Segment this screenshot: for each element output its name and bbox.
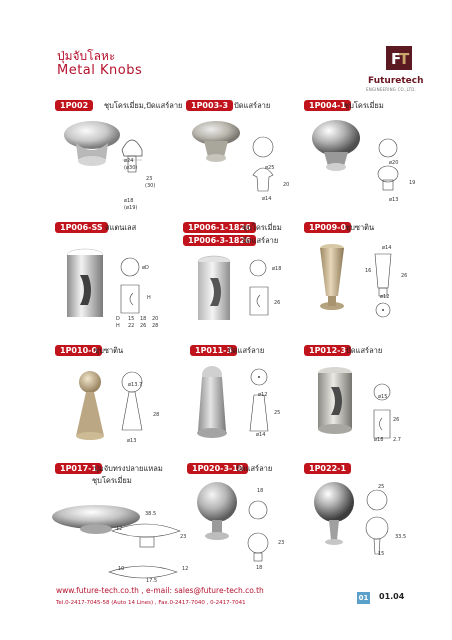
product-caption2-1p017-1: ชุบโครเมี่ยม: [92, 476, 132, 485]
product-caption-1p020-3-18: ปัดแสร์ลาย: [236, 464, 273, 473]
product-caption-1p002: ชุบโครเมี่ยม,ปัดแสร์ลาย: [104, 101, 183, 110]
product-caption-1p006-ss: สแตนเลส: [105, 223, 137, 232]
product-code-1p002: 1P002: [55, 100, 93, 111]
dim-1p003-3-b: 20: [283, 182, 290, 188]
product-code-1p020-3-18: 1P020-3-18: [187, 463, 248, 474]
dim-1p002-c: 23: [146, 176, 153, 182]
product-image-1p003-3: [186, 115, 246, 169]
product-image-1p009-0: [312, 240, 352, 324]
dim-1p004-1-b: 19: [409, 180, 416, 186]
drawing-1p017-1-side: [110, 513, 185, 557]
product-caption-1p006-3-1826: ปัดแสร์ลาย: [242, 236, 279, 245]
dim-1p009-0-a: ø14: [382, 245, 392, 251]
dim-1p022-1-b: 33.5: [395, 534, 407, 540]
dim-1p002-b: (ø30): [124, 165, 138, 171]
product-caption-1p006-1-1826: ชุบโครเมี่ยม: [242, 223, 282, 232]
dim-1p009-0-d: ø12: [380, 294, 390, 300]
dim-1p006-ss-b: H: [147, 295, 151, 301]
dim-1p002-d: (30): [145, 183, 156, 189]
dim-1p022-1-c: 15: [378, 551, 385, 557]
dim-1p002-f: (ø19): [124, 205, 138, 211]
dim-1p017-1-b: 12: [116, 526, 123, 532]
product-image-1p010-0: [70, 370, 110, 454]
dim-1p006-ss-d2: 18: [140, 316, 147, 322]
footer-contact-tel: Tel.0-2417-7045-58 (Auto 14 Lines) , Fax.0-2417-7040 , 0-2417-7041: [56, 600, 246, 606]
product-code-1p011-3: 1P011-3: [190, 345, 237, 356]
dim-1p002-a: ø24: [124, 158, 134, 164]
svg-text:T: T: [399, 50, 410, 68]
svg-text:F: F: [391, 50, 402, 68]
product-code-1p017-1: 1P017-1: [55, 463, 102, 474]
dim-1p022-1-a: 25: [378, 484, 385, 490]
section-badge: 01: [358, 594, 369, 602]
drawing-1p009-0: [370, 250, 400, 324]
product-image-1p020-3-18: [192, 480, 242, 554]
dim-1p006-ss-h-label: H: [116, 323, 120, 329]
product-image-1p011-3: [190, 365, 235, 449]
drawing-1p004-1: [376, 136, 406, 205]
dim-1p017-1-e: 12: [182, 566, 189, 572]
dim-1p010-0-c: ø13: [127, 438, 137, 444]
product-caption-1p012-3: ปัดแสร์ลาย: [346, 346, 383, 355]
dim-1p011-3-a: ø12: [258, 392, 268, 398]
logo-subtext: ENGINEERING CO.,LTD.: [366, 87, 416, 92]
dim-1p006-ss-h3: 28: [152, 323, 159, 329]
dim-1p012-3-d: 2.7: [393, 437, 401, 443]
dim-1p003-3-c: ø14: [262, 196, 272, 202]
dim-1p017-1-c: 23: [180, 534, 187, 540]
product-caption-1p003-3: ปัดแสร์ลาย: [234, 101, 271, 110]
dim-1p002-e: ø18: [124, 198, 134, 204]
product-caption-1p009-0: ชุบซาติน: [345, 223, 375, 232]
dim-1p017-1-f: 17.5: [146, 578, 158, 584]
dim-1p012-3-b: 26: [393, 417, 400, 423]
dim-1p017-1-a: 38.5: [145, 511, 157, 517]
product-code-1p006-1-1826: 1P006-1-1826: [183, 222, 256, 233]
dim-1p009-0-b: 16: [365, 268, 372, 274]
page-title-english: Metal Knobs: [57, 63, 143, 78]
dim-1p017-1-d: 10: [118, 566, 125, 572]
dim-1p006-ss-d1: 15: [128, 316, 135, 322]
product-image-1p002: [58, 113, 128, 177]
dim-1p010-0-a: ø13.7: [128, 382, 143, 388]
product-caption-1p010-0: ชุบซาติน: [94, 346, 124, 355]
product-image-1p004-1: [308, 116, 368, 180]
drawing-1p006-1826: [246, 255, 276, 321]
product-code-1p009-0: 1P009-0: [304, 222, 351, 233]
dim-1p010-0-b: 28: [153, 412, 160, 418]
dim-1p006-1826-a: ø18: [272, 266, 282, 272]
product-image-1p012-3: [313, 365, 358, 444]
product-image-1p022-1: [312, 478, 357, 562]
product-code-1p004-1: 1P004-1: [304, 100, 351, 111]
dim-1p020-3-18-a: 18: [257, 488, 264, 494]
dim-1p003-3-a: ø25: [265, 165, 275, 171]
page-title-thai: ปุ่มจับโลหะ: [57, 49, 116, 63]
product-image-1p006-1826: [192, 252, 242, 336]
product-code-1p006-3-1826: 1P006-3-1826: [183, 235, 256, 246]
page-number: 01.04: [379, 592, 405, 601]
dim-1p006-1826-b: 26: [274, 300, 281, 306]
product-code-1p012-3: 1P012-3: [304, 345, 351, 356]
product-caption-1p011-3: ปัดแสร์ลาย: [228, 346, 265, 355]
dim-1p006-ss-a: øD: [142, 265, 149, 271]
product-code-1p010-0: 1P010-0: [55, 345, 102, 356]
dim-1p006-ss-h1: 22: [128, 323, 135, 329]
dim-1p006-ss-h2: 26: [140, 323, 147, 329]
footer-contact-url: www.future-tech.co.th , e-mail: sales@future-tech.co.th: [56, 586, 264, 595]
product-code-1p022-1: 1P022-1: [304, 463, 351, 474]
drawing-1p006-ss: [117, 255, 157, 319]
dim-1p004-1-c: ø13: [389, 197, 399, 203]
product-code-1p006-ss: 1P006-SS: [55, 222, 108, 233]
logo-text: Futuretech: [368, 76, 424, 86]
dim-1p012-3-a: ø15: [378, 394, 388, 400]
dim-1p020-3-18-c: 18: [256, 565, 263, 571]
dim-1p020-3-18-b: 23: [278, 540, 285, 546]
product-caption-1p017-1: ปุ่มจับทรงปลายแหลม: [94, 464, 163, 473]
dim-1p006-ss-d3: 20: [152, 316, 159, 322]
dim-1p011-3-c: ø14: [256, 432, 266, 438]
dim-1p009-0-c: 26: [401, 273, 408, 279]
futuretech-logo: [383, 44, 415, 72]
product-code-1p003-3: 1P003-3: [186, 100, 233, 111]
dim-1p004-1-a: ø20: [389, 160, 399, 166]
dim-1p006-ss-d-label: D: [116, 316, 120, 322]
dim-1p011-3-b: 25: [274, 410, 281, 416]
product-caption-1p004-1: ชุบโครเมี่ยม: [344, 101, 384, 110]
product-image-1p006-ss: [60, 245, 110, 329]
dim-1p012-3-c: ø18: [374, 437, 384, 443]
